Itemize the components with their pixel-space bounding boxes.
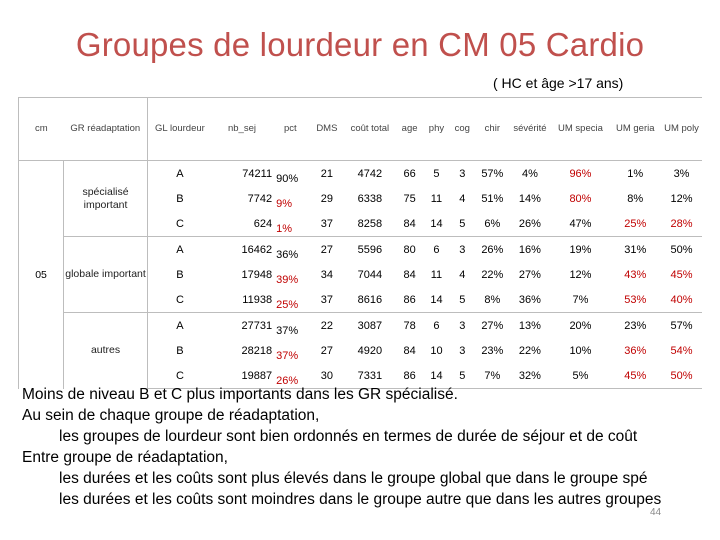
um-geria-cell: 25% [624,217,647,230]
cout-cell: 7331 [345,363,394,389]
um-poly-cell: 40% [670,293,693,306]
chir-cell: 27% [476,313,508,339]
dms-cell: 21 [320,167,333,180]
um-poly-cell: 3% [673,167,690,180]
severite-cell: 4% [521,167,538,180]
phy-cell: 10 [430,344,443,357]
table-header-row [19,98,703,161]
cm-cell: 05 [19,161,64,389]
column-header: cm [19,98,64,161]
pct-cell: 39% [276,274,299,286]
dms-cell: 27 [309,237,346,263]
age-cell: 84 [403,268,416,281]
pct-cell: 26% [272,363,309,389]
age-cell: 75 [403,192,416,205]
age-cell: 86 [395,363,425,389]
pct-cell: 1% [276,223,292,235]
cout-cell: 5596 [345,237,394,263]
chir-cell: 57% [481,167,504,180]
column-header: UM specia [551,98,609,161]
age-cell: 78 [395,313,425,339]
dms-cell: 37 [320,217,333,230]
phy-cell: 14 [430,293,443,306]
cog-cell: 4 [459,268,466,281]
nb-sej-cell: 7742 [247,192,273,205]
pct-cell: 36% [272,237,309,263]
cog-cell: 4 [459,192,466,205]
page-number: 44 [650,507,662,518]
nb-sej-cell: 19887 [212,363,272,389]
table-row [19,237,703,263]
chir-cell: 22% [481,268,504,281]
commentary-text [22,384,712,510]
slide-subtitle: ( HC et âge >17 ans) [493,75,624,91]
um-specia-cell: 19% [551,237,609,263]
age-cell: 84 [403,217,416,230]
column-header: DMS [309,98,346,161]
gl-cell: C [175,293,184,306]
um-geria-cell: 53% [624,293,647,306]
dms-cell: 37 [320,293,333,306]
column-header: coût total [345,98,394,161]
cog-cell: 3 [459,344,466,357]
cog-cell: 5 [448,363,476,389]
um-poly-cell: 57% [661,313,702,339]
gl-cell: A [176,167,184,180]
column-header: phy [425,98,449,161]
cout-cell: 8616 [357,293,383,306]
pct-cell: 25% [276,299,299,311]
um-specia-cell: 5% [551,363,609,389]
table-body [19,161,703,389]
dms-cell: 30 [309,363,346,389]
phy-cell: 6 [425,237,449,263]
um-poly-cell: 12% [670,192,693,205]
commentary-line: Au sein de chaque groupe de réadaptation, [22,407,320,424]
um-specia-cell: 47% [569,217,592,230]
group-name-cell: autres [64,313,148,389]
dms-cell: 22 [309,313,346,339]
chir-cell: 26% [476,237,508,263]
group-name-cell: globale important [64,237,148,313]
pct-cell: 37% [276,350,299,362]
column-header: chir [476,98,508,161]
phy-cell: 11 [430,192,443,205]
um-specia-cell: 80% [569,192,592,205]
column-header: pct [272,98,309,161]
nb-sej-cell: 28218 [241,344,273,357]
chir-cell: 51% [481,192,504,205]
severite-cell: 16% [508,237,551,263]
commentary-line: les durées et les coûts sont plus élevés dans le groupe global que dans le groupe spé [59,470,648,487]
age-cell: 80 [395,237,425,263]
dms-cell: 27 [320,344,333,357]
gl-cell: B [176,344,184,357]
cout-cell: 3087 [345,313,394,339]
commentary-line: Moins de niveau B et C plus importants dans les GR spécialisé. [22,386,458,403]
column-header: cog [448,98,476,161]
gl-cell: A [147,237,211,263]
cog-cell: 5 [459,293,466,306]
column-header: sévérité [508,98,551,161]
um-specia-cell: 12% [569,268,592,281]
um-geria-cell: 23% [609,313,661,339]
cog-cell: 3 [459,167,466,180]
um-specia-cell: 7% [572,293,589,306]
um-poly-cell: 50% [661,237,702,263]
um-geria-cell: 43% [624,268,647,281]
nb-sej-cell: 624 [253,217,273,230]
severite-cell: 32% [508,363,551,389]
gl-cell: B [176,192,184,205]
um-geria-cell: 8% [627,192,644,205]
cog-cell: 3 [448,313,476,339]
severite-cell: 13% [508,313,551,339]
um-poly-cell: 45% [670,268,693,281]
nb-sej-cell: 11938 [242,293,273,306]
cout-cell: 7044 [357,268,383,281]
table-row [19,161,703,187]
nb-sej-cell: 27731 [212,313,272,339]
um-specia-cell: 10% [569,344,592,357]
cog-cell: 5 [459,217,466,230]
dms-cell: 34 [320,268,333,281]
dms-cell: 29 [320,192,333,205]
cog-cell: 3 [448,237,476,263]
phy-cell: 11 [430,268,443,281]
um-geria-cell: 31% [609,237,661,263]
um-geria-cell: 36% [624,344,647,357]
table-row [19,313,703,339]
phy-cell: 5 [433,167,440,180]
gl-cell: B [176,268,184,281]
um-geria-cell: 1% [627,167,644,180]
um-geria-cell: 45% [609,363,661,389]
column-header: UM geria [609,98,661,161]
chir-cell: 6% [484,217,501,230]
pct-cell: 9% [276,198,292,210]
gl-cell: C [175,217,184,230]
commentary-line: les groupes de lourdeur sont bien ordonnés en termes de durée de séjour et de coût [59,428,638,445]
nb-sej-cell: 17948 [241,268,273,281]
severite-cell: 36% [518,293,541,306]
severite-cell: 26% [518,217,541,230]
column-header: nb_sej [212,98,272,161]
um-specia-cell: 96% [569,167,592,180]
column-header: GR réadaptation [64,98,148,161]
column-header: age [395,98,425,161]
nb-sej-cell: 16462 [212,237,272,263]
commentary-line: Entre groupe de réadaptation, [22,449,228,466]
um-specia-cell: 20% [551,313,609,339]
column-header: GL lourdeur [147,98,211,161]
phy-cell: 14 [430,217,443,230]
gl-cell: C [147,363,211,389]
severite-cell: 14% [518,192,541,205]
chir-cell: 7% [476,363,508,389]
cout-cell: 8258 [357,217,383,230]
um-poly-cell: 54% [670,344,693,357]
age-cell: 86 [403,293,416,306]
chir-cell: 8% [484,293,501,306]
slide-title: Groupes de lourdeur en CM 05 Cardio [75,26,645,63]
cout-cell: 4742 [357,167,383,180]
age-cell: 84 [403,344,416,357]
commentary-line: les durées et les coûts sont moindres dans le groupe autre que dans les autres groupes [59,491,662,508]
nb-sej-cell: 74211 [242,167,273,180]
age-cell: 66 [403,167,416,180]
severite-cell: 22% [518,344,541,357]
phy-cell: 6 [425,313,449,339]
data-table [18,97,702,389]
cout-cell: 6338 [357,192,383,205]
column-header: UM poly [661,98,702,161]
cout-cell: 4920 [357,344,383,357]
group-name-cell: spécialisé important [64,161,148,237]
pct-cell: 90% [276,173,299,185]
um-poly-cell: 28% [670,217,693,230]
pct-cell: 37% [272,313,309,339]
um-poly-cell: 50% [661,363,702,389]
severite-cell: 27% [518,268,541,281]
gl-cell: A [147,313,211,339]
chir-cell: 23% [481,344,504,357]
phy-cell: 14 [425,363,449,389]
